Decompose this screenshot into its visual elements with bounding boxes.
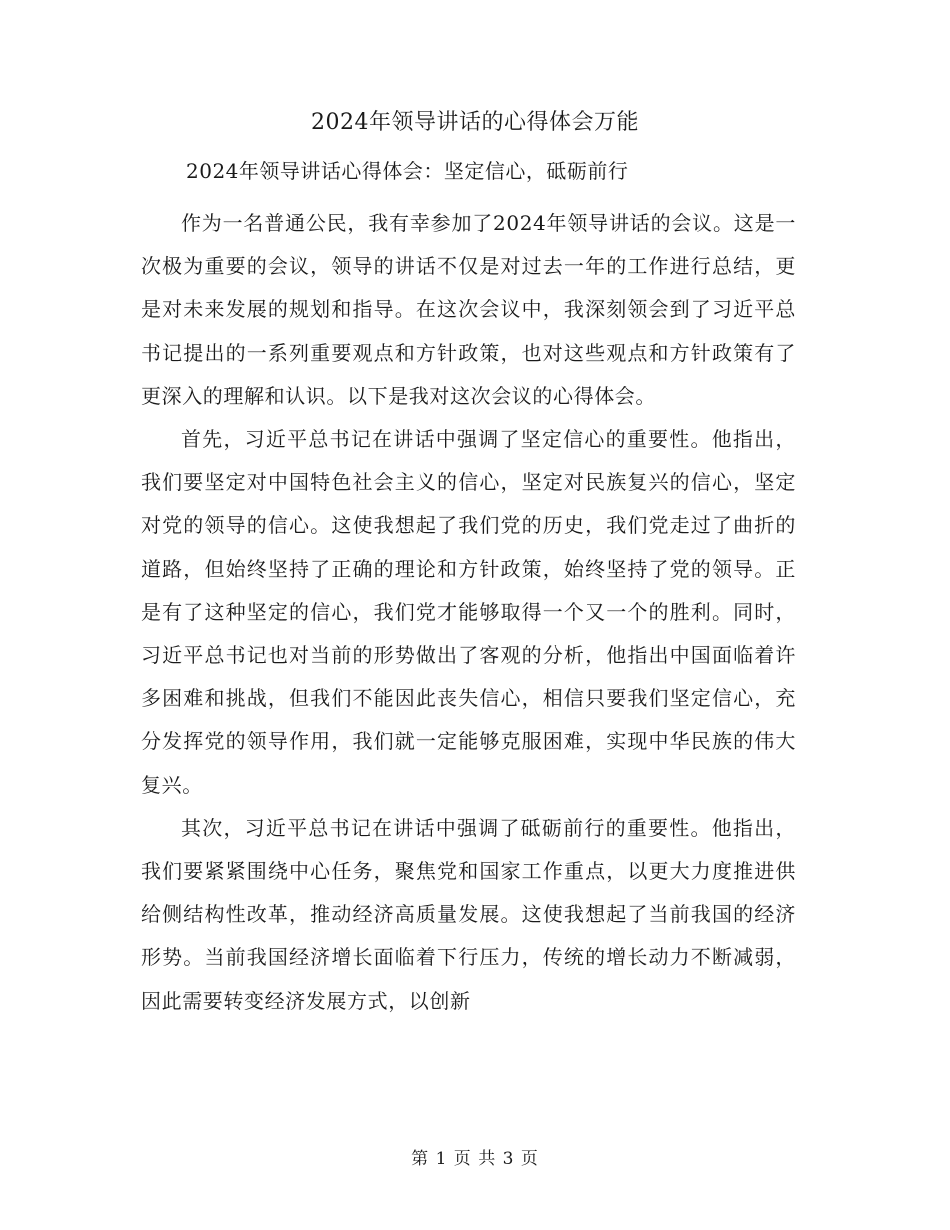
document-subtitle: 2024年领导讲话心得体会：坚定信心，砥砺前行	[186, 159, 629, 183]
document-title: 2024年领导讲话的心得体会万能	[311, 110, 639, 135]
paragraph-second-point: 其次，习近平总书记在讲话中强调了砥砺前行的重要性。他指出，我们要紧紧围绕中心任务，聚焦党和国家工作重点，以更大力度推进供给侧结构性改革，推动经济高质量发展。这使我想起了当前我国的经济形势。当前我国经济增长面临着下行压力，传统的增长动力不断减弱，因此需要转变经济发展方式，以创新	[141, 815, 796, 1013]
paragraph-first-point: 首先，习近平总书记在讲话中强调了坚定信心的重要性。他指出，我们要坚定对中国特色社会主义的信心，坚定对民族复兴的信心，坚定对党的领导的信心。这使我想起了我们党的历史，我们党走过了曲折的道路，但始终坚持了正确的理论和方针政策，始终坚持了党的领导。正是有了这种坚定的信心，我们党才能够取得一个又一个的胜利。同时，习近平总书记也对当前的形势做出了客观的分析，他指出中国面临着许多困难和挑战，但我们不能因此丧失信心，相信只要我们坚定信心，充分发挥党的领导作用，我们就一定能够克服困难，实现中华民族的伟大复兴。	[141, 427, 796, 797]
page-number-footer: 第 1 页 共 3 页	[411, 1149, 539, 1169]
paragraph-intro: 作为一名普通公民，我有幸参加了2024年领导讲话的会议。这是一次极为重要的会议，领导的讲话不仅是对过去一年的工作进行总结，更是对未来发展的规划和指导。在这次会议中，我深刻领会到了习近平总书记提出的一系列重要观点和方针政策，也对这些观点和方针政策有了更深入的理解和认识。以下是我对这次会议的心得体会。	[141, 211, 796, 408]
document-body	[141, 202, 796, 1023]
